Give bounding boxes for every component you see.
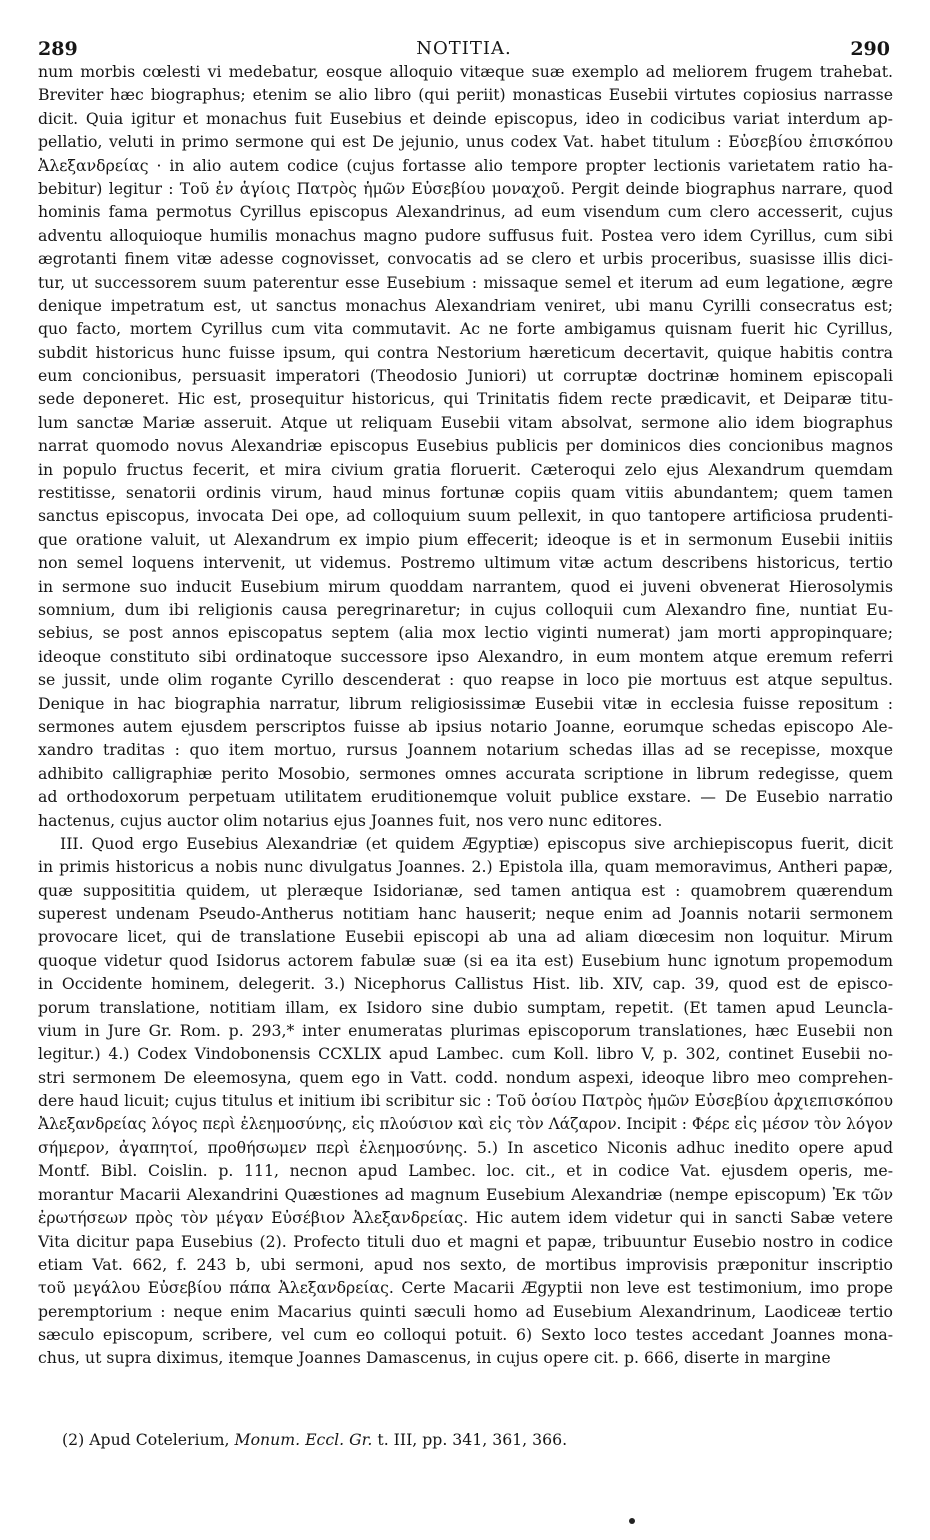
text-line: Montf. Bibl. Coislin. p. 111, necnon apud Lambec. loc. cit., et in codice Vat. ejusdem operis, me- [38,1161,893,1181]
text-line: sebius, se post annos episcopatus septem (alia mox lectio viginti numerat) jam morti appropinquare; [38,623,893,643]
text-line: sanctus episcopus, invocata Dei ope, ad colloquium suum pellexit, in quo tantopere artificiosa prudenti- [38,506,893,526]
text-line: in primis historicus a nobis nunc divulgatus Joannes. 2.) Epistola illa, quam memoravimus, Antheri papæ, [38,857,893,877]
text-line: chus, ut supra diximus, itemque Joannes Damascenus, in cujus opere cit. p. 666, diserte in margine [38,1348,831,1368]
text-line: lum sanctæ Mariæ asseruit. Atque ut reliquam Eusebii vitam absolvat, sermone alio idem biographus [38,412,893,432]
text-line: Breviter hæc biographus; etenim se alio libro (qui periit) monasticas Eusebii virtutes copiosius narrasse [38,85,893,105]
text-line: xandro traditas : quo item mortuo, rursus Joannem notarium schedas illas ad se recepisse, moxque [38,740,893,760]
text-line: τοῦ μεγάλου Εὐσεβίου πάπα Ἀλεξανδρείας. Certe Macarii Ægyptii non leve est testimonium, imo prope [38,1278,893,1298]
text-line: Ἀλεξανδρείας λόγος περὶ ἐλεημοσύνης, εἰς πλούσιον καὶ εἰς τὸν Λάζαρον. Incipit : Φέρε εἰς μέσον τὸν λόγον [38,1114,893,1133]
text-line: se jussit, unde olim rogante Cyrillo descenderat : quo reapse in loco pie mortuus est atque sepultus. [38,670,893,690]
printer-mark [629,1518,635,1524]
text-line: ad orthodoxorum perpetuam utilitatem eruditionemque voluit publice exstare. — De Eusebio narratio [38,787,893,807]
text-line: in sermone suo inducit Eusebium mirum quoddam narrantem, quod ei juveni obvenerat Hierosolymis [38,576,893,596]
text-line: restitisse, senatorii ordinis virum, haud minus fortunæ copiis quam vitiis abundantem; quem tamen [38,483,893,503]
text-line: porum translatione, notitiam illam, ex Isidoro sine dubio sumptam, repetit. (Et tamen apud Leuncla- [38,997,893,1017]
text-line: denique impetratum est, ut sanctus monachus Alexandriam veniret, ubi manu Cyrilli consecratus est; [38,295,893,315]
footnote [62,1430,567,1449]
text-line: hominis fama permotus Cyrillus episcopus Alexandrinus, ad eum visendum cum clero accesserit, cujus [38,202,893,222]
text-line: num morbis cœlesti vi medebatur, eosque alloquio vitæque suæ exemplo ad meliorem frugem trahebat. [38,62,893,81]
text-line: dere haud licuit; cujus titulus et initium ibi scribitur sic : Τοῦ ὁσίου Πατρὸς ἡμῶν Εὐσεβίου ἀρχιεπισκόπου [38,1091,893,1111]
footnote-work: Monum. Eccl. Gr. [234,1430,373,1449]
footnote-suffix: t. III, pp. 341, 361, 366. [372,1430,568,1449]
page-number-right: 290 [850,38,890,60]
text-line: III. Quod ergo Eusebius Alexandriæ (et quidem Ægyptiæ) episcopus sive archiepiscopus fuerit, dicit [60,833,893,853]
text-line: quo facto, mortem Cyrillus cum vita commutavit. Ac ne forte ambigamus quisnam fuerit hic Cyrillus, [38,319,893,339]
text-line: que oratione valuit, ut Alexandrum ex impio pium effecerit; ideoque is et in sermonum Eusebii initiis [38,529,893,549]
text-line: ægrotanti finem vitæ adesse cognovisset, convocatis ad se clero et urbis proceribus, suasisse illis dici- [38,249,893,269]
text-line: σήμερον, ἀγαπητοί, προθήσωμεν περὶ ἐλεημοσύνης. 5.) In ascetico Niconis adhuc inedito opere apud [38,1137,893,1157]
text-line: bebitur) legitur : Τοῦ ἐν ἁγίοις Πατρὸς ἡμῶν Εὐσεβίου μοναχοῦ. Pergit deinde biographus narrare, quod [38,178,893,198]
text-line: narrat quomodo novus Alexandriæ episcopus Eusebius publicis per dominicos dies concionibus magnos [38,436,893,456]
page-number-left: 289 [38,38,78,60]
text-line: Ἀλεξανδρείας · in alio autem codice (cujus fortasse alio tempore propter lectionis varietatem ratio ha- [38,155,893,175]
text-line: legitur.) 4.) Codex Vindobonensis CCXLIX apud Lambec. cum Koll. libro V, p. 302, continet Eusebii no- [38,1044,893,1064]
text-line: dicit. Quia igitur et monachus fuit Eusebius et deinde episcopus, ideo in codicibus variat interdum ap- [38,108,893,128]
text-line: non semel loquens intervenit, ut videmus. Postremo ultimum vitæ actum describens historicus, tertio [38,553,893,573]
text-line: eum concionibus, persuasit imperatori (Theodosio Juniori) ut corruptæ doctrinæ hominem episcopali [38,366,893,386]
running-title: NOTITIA. [416,38,512,59]
text-line: in Occidente hominem, delegerit. 3.) Nicephorus Callistus Hist. lib. XIV, cap. 39, quod est de episco- [38,974,893,994]
footnote-prefix: (2) Apud Cotelerium, [62,1430,235,1449]
text-line: ideoque constituto sibi ordinatoque successore ipso Alexandro, in eum montem atque eremum referri [38,646,893,666]
text-line: adventu alloquioque humilis monachus magno pudore suffusus fuit. Postea vero idem Cyrillus, cum sibi [38,225,893,245]
text-line: quoque videtur quod Isidorus actorem fabulæ suæ (si ea ita est) Eusebium hunc ignotum propemodum [38,950,893,970]
text-line: quæ supposititia quidem, ut pleræque Isidorianæ, sed tamen antiqua est : quamobrem quærendum [38,880,893,900]
text-line: somnium, dum ibi religionis causa peregrinaretur; in cujus colloquii cum Alexandro fine, nuntiat Eu- [38,599,893,619]
text-line: provocare licet, qui de translatione Eusebii episcopi ab una ad aliam diœcesim non loquitur. Mirum [38,927,893,947]
body-text [38,60,893,1370]
text-line: superest undenam Pseudo-Antherus notitiam hanc hauserit; neque enim ad Joannis notarii sermonem [38,904,893,924]
text-line: ἐρωτήσεων πρὸς τὸν μέγαν Εὐσέβιον Ἀλεξανδρείας. Hic autem idem videtur qui in sancti Sabæ vetere [38,1208,893,1228]
text-line: Vita dicitur papa Eusebius (2). Profecto tituli duo et magni et papæ, tribuuntur Eusebio nostro in codice [38,1231,893,1251]
text-line: peremptorium : neque enim Macarius quinti sæculi homo ad Eusebium Alexandrinum, Laodiceæ tertio [38,1301,893,1321]
text-line: vium in Jure Gr. Rom. p. 293,* inter enumeratas plurimas episcoporum translationes, hæc Eusebii non [38,1021,893,1041]
text-line: subdit historicus hunc fuisse ipsum, qui contra Nestorium hæreticum decertavit, quique habitis contra [38,342,893,362]
text-line: sermones autem ejusdem perscriptos fuisse ab ipsius notario Joanne, eorumque schedas episcopo Ale- [38,716,893,736]
text-line: Denique in hac biographia narratur, librum religiosissimæ Eusebii vitæ in ecclesia fuisse repositum : [38,693,893,713]
text-line: in populo fructus fecerit, et mira civium gratia floruerit. Cæteroqui zelo ejus Alexandrum quemdam [38,459,893,479]
text-line: morantur Macarii Alexandrini Quæstiones ad magnum Eusebium Alexandriæ (nempe episcopum) Ἐκ τῶν [38,1184,893,1204]
text-line: hactenus, cujus auctor olim notarius ejus Joannes fuit, nos vero nunc editores. [38,810,663,830]
text-line: etiam Vat. 662, f. 243 b, ubi sermoni, apud nos sexto, de mortibus improvisis præponitur inscriptio [38,1254,893,1274]
text-line: adhibito calligraphiæ perito Mosobio, sermones omnes accurata scriptione in librum redegisse, quem [38,763,893,783]
text-line: pellatio, veluti in primo sermone qui est De jejunio, unus codex Vat. habet titulum : Εὐσεβίου ἐπισκόπου [38,132,893,152]
text-line: tur, ut successorem suum paterentur esse Eusebium : missaque semel et iterum ad eum legatione, ægre [38,272,893,292]
text-line: sede deponeret. Hic est, prosequitur historicus, qui Trinitatis fidem recte prædicavit, et Deiparæ titu- [38,389,893,409]
text-line: sæculo episcopum, scribere, vel cum eo colloqui potuit. 6) Sexto loco testes accedant Joannes mona- [38,1325,893,1345]
text-line: stri sermonem De eleemosyna, quem ego in Vatt. codd. nondum aspexi, ideoque libro meo comprehen- [38,1067,893,1087]
